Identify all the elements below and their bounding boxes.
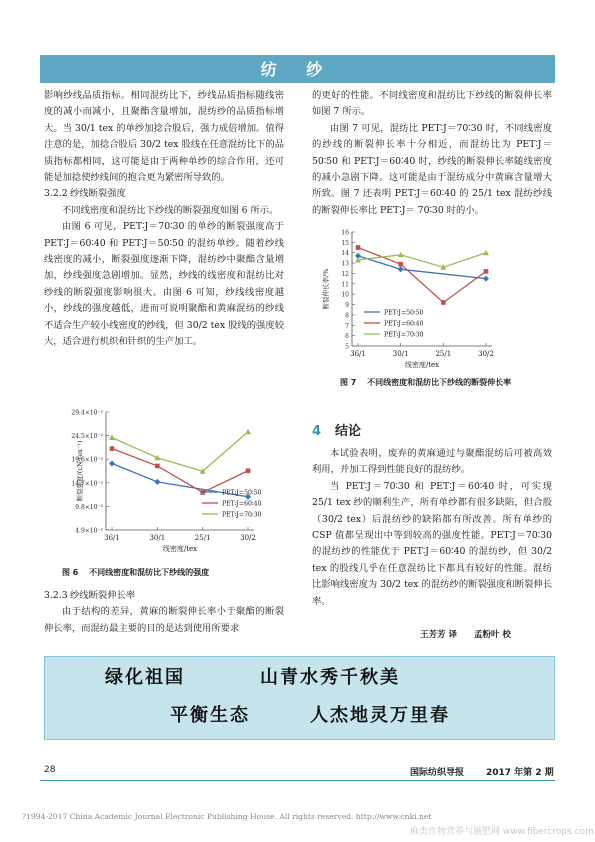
journal-name: 国际纺织导报 xyxy=(410,768,465,778)
x-tick-label: 25/1 xyxy=(194,534,211,542)
section-number: 3.2.2 xyxy=(44,188,68,200)
figure-7-caption-text: 不同线密度和混纺比下纱线的断裂伸长率 xyxy=(367,378,512,387)
data-point-triangle xyxy=(245,429,251,435)
y-tick-label: 24.5×10⁻² xyxy=(71,433,103,441)
section-3-2-3-heading xyxy=(44,588,284,604)
figure-6-caption-text: 不同线密度和混纺比下纱线的强度 xyxy=(89,568,210,577)
y-tick-label: 15 xyxy=(341,239,349,247)
legend-label: PET∶J=50∶50 xyxy=(384,309,424,317)
page-number: 28 xyxy=(44,765,56,775)
y-tick-label: 11 xyxy=(341,281,349,289)
figure-7-caption xyxy=(340,377,511,388)
y-tick-label: 14 xyxy=(341,250,349,258)
x-tick-label: 30/2 xyxy=(240,534,256,542)
x-axis-label: 线密度/tex xyxy=(162,545,198,553)
left-column xyxy=(44,88,284,351)
series-line xyxy=(358,248,486,303)
section-title: 纱线断裂伸长率 xyxy=(70,590,136,601)
section-4-number: 4 xyxy=(312,424,322,439)
figure-6-caption xyxy=(62,567,209,578)
data-point-square xyxy=(155,464,160,469)
section-3-2-2-heading xyxy=(44,186,284,202)
data-point-diamond xyxy=(154,479,160,485)
right-paragraph-2: 由图 7 可见，混纺比 PET∶J＝70∶30 时，不同线密度的纱线的断裂伸长率十分相近，而混纺比为 PET∶J＝50∶50 和 PET∶J＝60∶40 时，纱线的断裂伸长率随线密度的减小急剧下降。这可能是由于混纺成分中黄麻含量增大所致。图 7 还表明 PET∶J＝60∶40 的 25/1 tex 混纺纱线的断裂伸长率比 PET∶J＝ 70∶30 时的小。 xyxy=(312,122,552,216)
figure-6-caption-number: 图 6 xyxy=(62,568,79,577)
motto-line-1b: 山青水秀千秋美 xyxy=(260,667,400,688)
y-tick-label: 7 xyxy=(345,322,349,330)
x-tick-label: 36/1 xyxy=(350,350,366,358)
y-tick-label: 14.7×10⁻² xyxy=(71,480,103,488)
series-line xyxy=(112,432,248,471)
y-tick-label: 13 xyxy=(341,260,349,268)
data-point-triangle xyxy=(109,435,115,441)
figure-6-chart xyxy=(44,400,284,568)
data-point-diamond xyxy=(398,266,404,272)
watermark: 麻类作物营养与施肥网 www.fibercrops.com xyxy=(410,827,594,837)
right-column xyxy=(312,88,552,219)
y-axis-label: 断裂强度/(cN·tex⁻¹) xyxy=(76,440,84,502)
conclusion-block xyxy=(312,446,552,610)
y-axis-label: 断裂伸长率/% xyxy=(322,268,330,310)
y-tick-label: 9.8×10⁻² xyxy=(75,503,103,511)
x-axis-label: 线密度/tex xyxy=(404,361,440,369)
left-paragraph-1: 影响纱线品质指标。相同混纺比下，纱线品质指标随线密度的减小而减小，且聚酯含量增加，混纺纱的品质指标增大。当 30/1 tex 的单纱加捻合股后，强力成倍增加。值得注意的是，加捻合股后 30/2 tex 股线在任意混纺比下的品质指标都相同，这可能是由于两种单纱的综合作用，还可能是加捻使纱线间的抱合更为紧密所导致的。 xyxy=(44,90,284,184)
data-point-square xyxy=(110,446,115,451)
y-tick-label: 9 xyxy=(345,302,349,310)
x-tick-label: 30/1 xyxy=(149,534,166,542)
section-number: 3.2.3 xyxy=(44,590,68,601)
section-4-heading xyxy=(312,420,361,439)
section-title: 纱线断裂强度 xyxy=(70,188,126,200)
y-tick-label: 29.4×10⁻² xyxy=(71,409,103,417)
data-point-square xyxy=(246,468,251,473)
data-point-triangle xyxy=(483,250,489,256)
legend-label: PET∶J=50∶50 xyxy=(222,489,262,497)
year-issue: 2017 年第 2 期 xyxy=(486,768,554,778)
conclusion-paragraph-1: 本试验表明，废弃的黄麻通过与聚酯混纺后可被高效利用，并加工得到性能良好的混纺纱。 xyxy=(312,448,552,476)
x-tick-label: 36/1 xyxy=(104,534,120,542)
y-tick-label: 8 xyxy=(345,312,349,320)
y-tick-label: 6 xyxy=(345,333,349,341)
y-tick-label: 4.9×10⁻² xyxy=(75,527,103,535)
left-paragraph-4: 由于结构的差异，黄麻的断裂伸长率小于聚酯的断裂伸长率，而混纺最主要的目的是达到使用所要求 xyxy=(44,606,284,634)
x-tick-label: 25/1 xyxy=(435,350,452,358)
left-column-lower xyxy=(44,588,284,637)
x-tick-label: 30/1 xyxy=(392,350,409,358)
data-point-diamond xyxy=(483,276,489,282)
y-tick-label: 16 xyxy=(341,229,349,237)
copyright-notice: ?1994-2017 China Academic Journal Electronic Publishing House. All rights reserved. http://www.cnki.net xyxy=(22,812,432,821)
y-tick-label: 19.6×10⁻² xyxy=(71,456,103,464)
legend-label: PET∶J=60∶40 xyxy=(384,320,424,328)
section-header-title: 纺 纱 xyxy=(260,60,335,79)
y-tick-label: 5 xyxy=(345,343,349,351)
conclusion-paragraph-2: 当 PET∶J＝70∶30 和 PET∶J＝60∶40 时，可实现 25/1 tex 纱的顺利生产，所有单纱都有很多缺陷，但合股（30/2 tex）后混纺纱的缺陷都有所改善。所有单纱的 CSP 值都呈现出中等到较高的强度性能。PET∶J＝70∶30 的混纺纱的性能优于 PET∶J＝60∶40 的混纺纱，但 30/2 tex 的股线几乎在任意混纺比下都具有较好的性能。混纺比影响线密度为 30/2 tex 的混纺纱的断裂强度和断裂伸长率。 xyxy=(312,480,552,607)
motto-line-1a: 绿化祖国 xyxy=(105,667,185,688)
data-point-square xyxy=(484,269,489,274)
left-paragraph-3: 由图 6 可见，PET∶J＝70∶30 的单纱的断裂强度高于 PET∶J＝60∶40 和 PET∶J＝50∶50 的混纺单纱。随着纱线线密度的减小，断裂强度逐渐下降，混纺纱中聚酯含量增加，纱线强度急剧增加。显然，纱线的线密度和混纺比对纱线的断裂强度影响很大。由图 6 可知，纱线线密度越小，纱线的强度越低，进而可说明聚酯和黄麻混纺的纱线不适合生产较小线密度的纱线，但 30/2 tex 股线的强度较大，适合进行机织和针织的生产加工。 xyxy=(44,221,284,348)
figure-7-caption-number: 图 7 xyxy=(340,378,357,387)
legend-label: PET∶J=70∶30 xyxy=(222,511,262,519)
footer-divider xyxy=(40,780,555,781)
translator-credits: 王芳芳 译 孟粉叶 校 xyxy=(420,630,511,640)
motto-line-2b: 人杰地灵万里春 xyxy=(310,705,450,726)
figure-7-svg xyxy=(312,226,552,374)
left-paragraph-2: 不同线密度和混纺比下纱线的断裂强度如图 6 所示。 xyxy=(62,204,279,216)
data-point-diamond xyxy=(109,461,115,467)
figure-7-chart xyxy=(312,226,552,374)
section-4-title: 结论 xyxy=(335,424,362,439)
legend-label: PET∶J=70∶30 xyxy=(384,331,424,339)
motto-box xyxy=(44,656,555,740)
y-tick-label: 12 xyxy=(341,270,349,278)
motto-line-2a: 平衡生态 xyxy=(170,705,250,726)
figure-6-svg xyxy=(44,400,284,568)
data-point-square xyxy=(356,245,361,250)
y-tick-label: 10 xyxy=(341,291,349,299)
x-tick-label: 30/2 xyxy=(478,350,494,358)
legend-label: PET∶J=60∶40 xyxy=(222,500,262,508)
data-point-square xyxy=(398,262,403,267)
data-point-square xyxy=(441,300,446,305)
right-paragraph-1: 的更好的性能。不同线密度和混纺比下纱线的断裂伸长率如图 7 所示。 xyxy=(312,90,552,118)
